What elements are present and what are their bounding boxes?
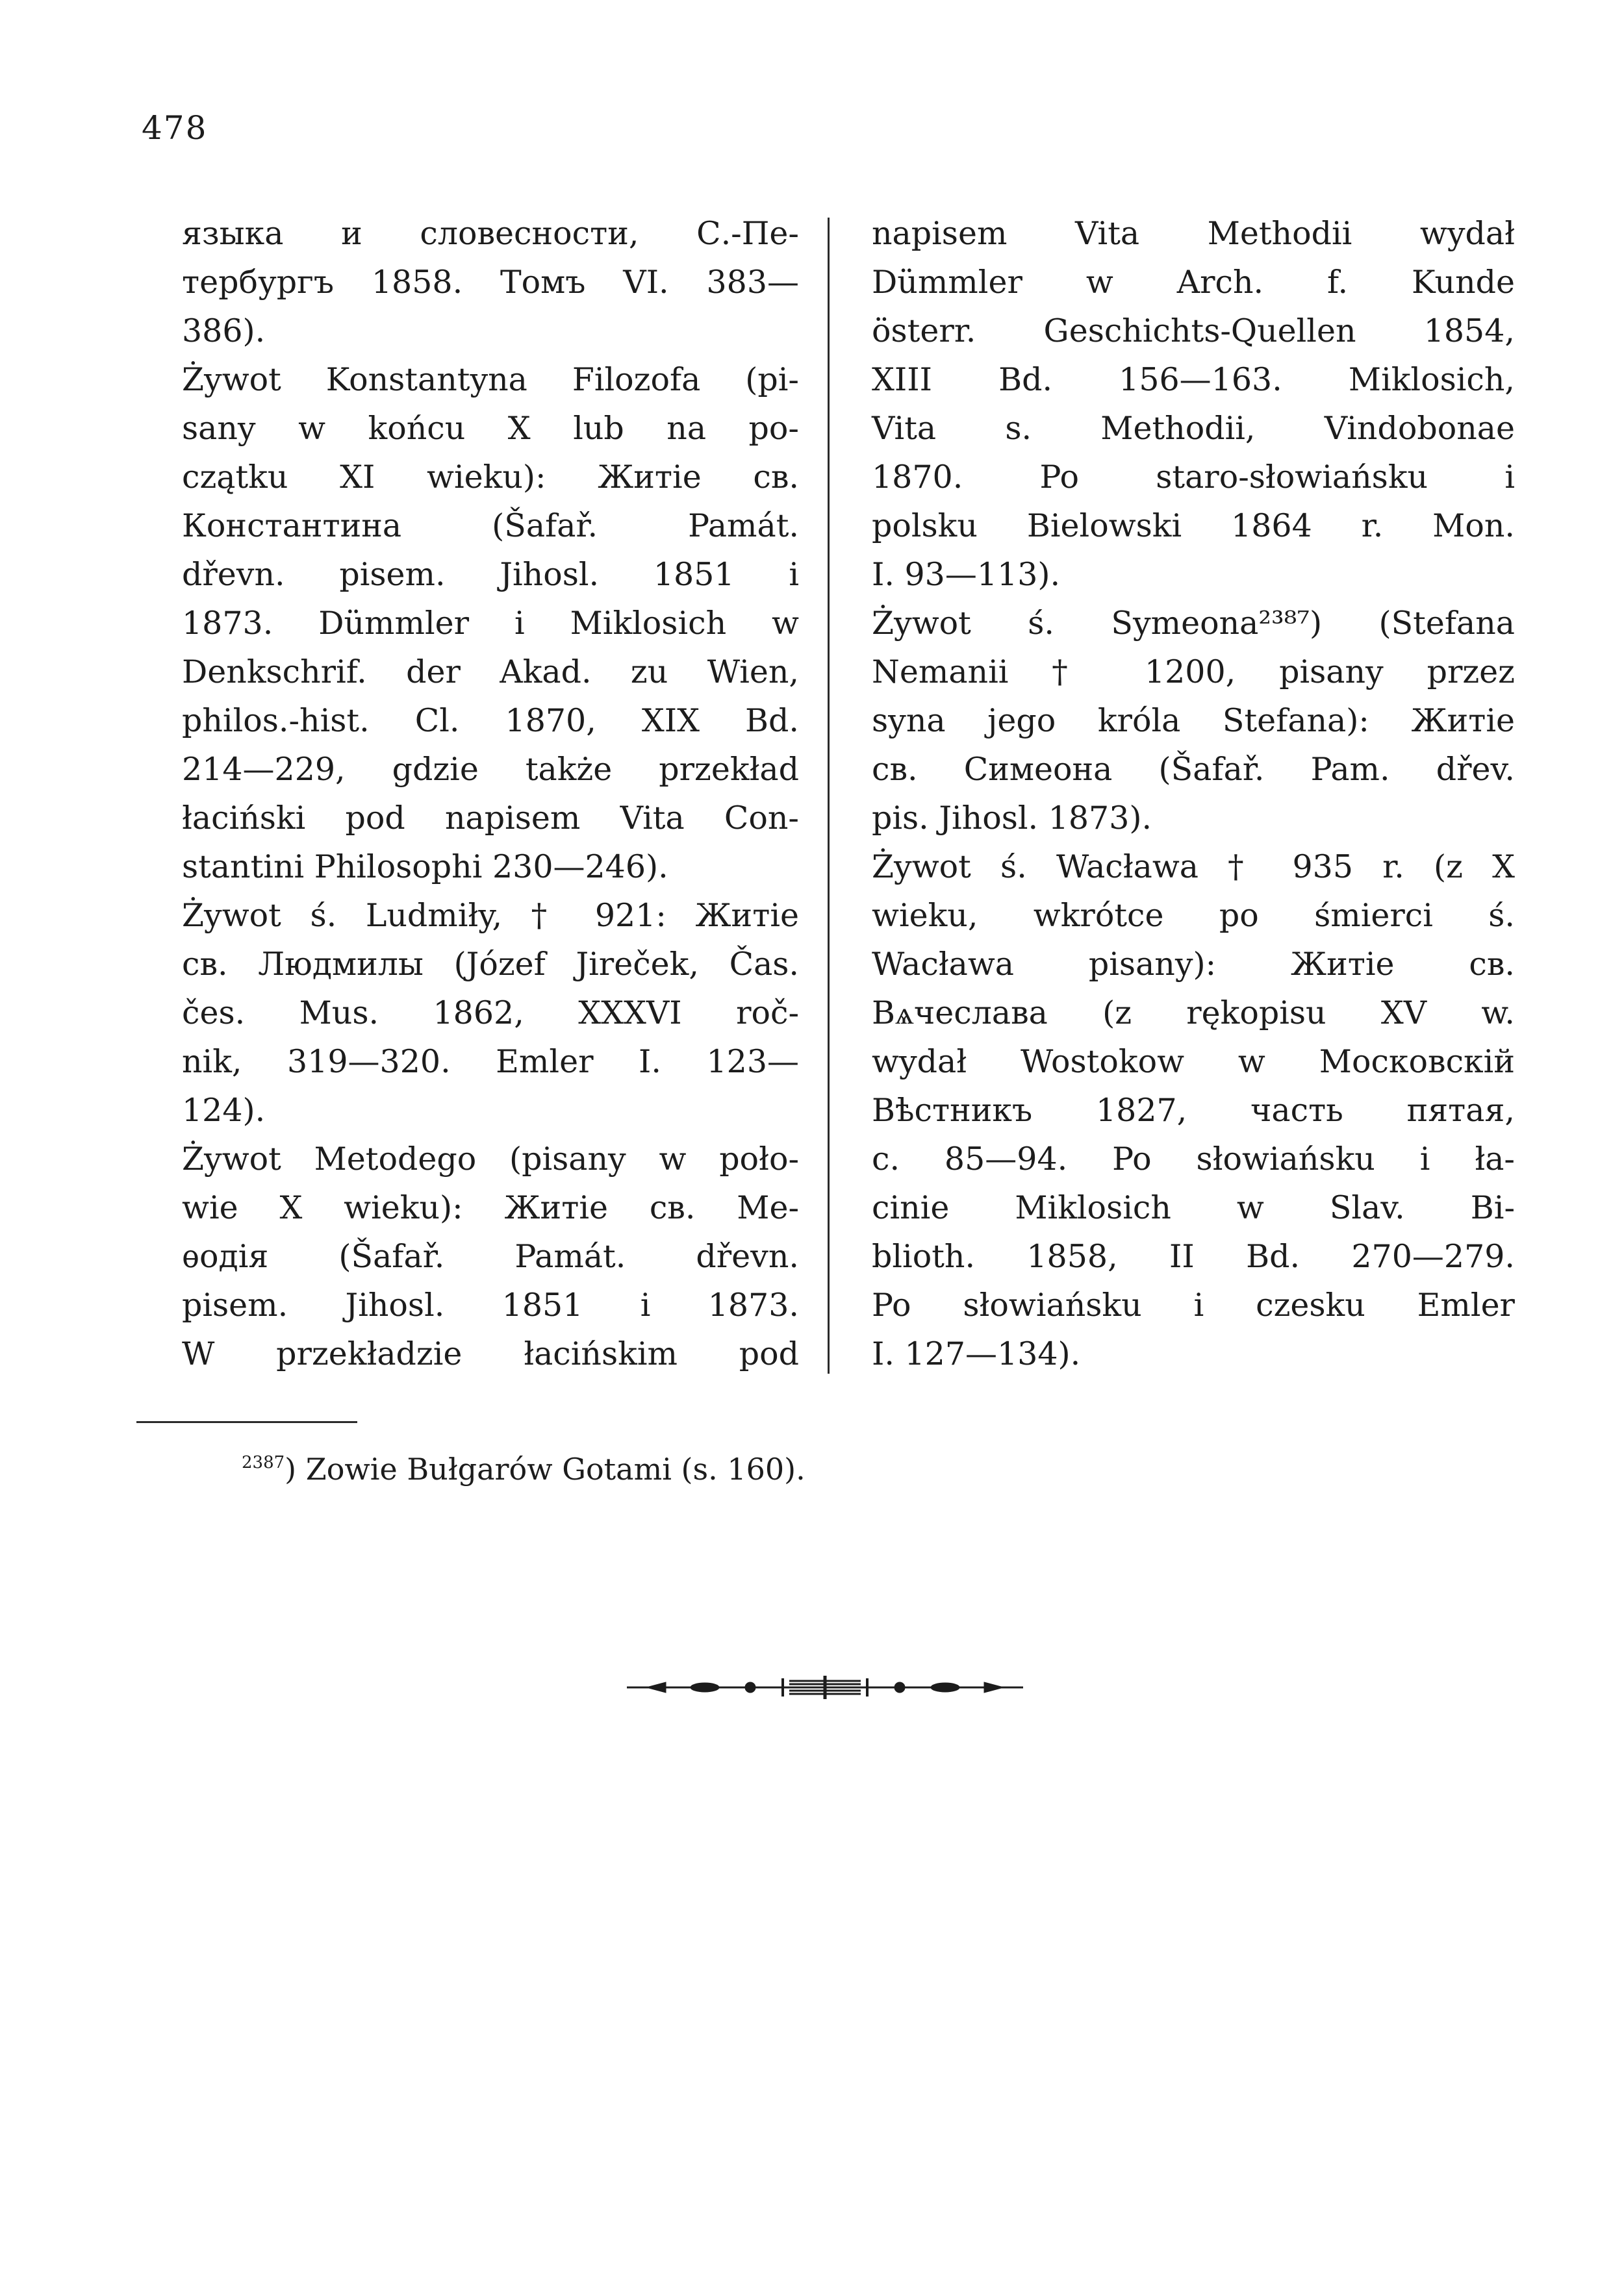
page-number: 478 [142,109,208,147]
text-line: blioth. 1858, II Bd. 270—279. [872,1238,1515,1275]
text-line: 1873. Dümmler i Miklosich w [182,605,799,642]
text-line: Denkschrif. der Akad. zu Wien, [182,653,799,690]
text-line: Żywot ś. Symeona²³⁸⁷) (Stefana [872,605,1515,642]
text-line: Vita s. Methodii, Vindobonae [872,410,1515,447]
text-line: philos.-hist. Cl. 1870, XIX Bd. [182,702,799,739]
text-line: pisem. Jihosl. 1851 i 1873. [182,1287,799,1324]
text-line: Po słowiańsku i czesku Emler [872,1287,1515,1324]
text-line: I. 127—134). [872,1335,1081,1372]
right-column [872,209,1515,1378]
ornament-divider [620,1668,1030,1707]
text-line: polsku Bielowski 1864 r. Mon. [872,507,1515,544]
text-line: sany w końcu X lub na po- [182,410,799,447]
text-line: pis. Jihosl. 1873). [872,800,1152,837]
text-line: Nemanii † 1200, pisany przez [872,653,1515,690]
text-line: W przekładzie łacińskim pod [182,1335,799,1372]
footnote-rule [136,1421,357,1423]
text-line: языка и словесности, С.-Пе- [182,215,799,252]
text-line: czątku XI wieku): Житiе св. [182,459,799,496]
text-line: čes. Mus. 1862, XXXVI roč- [182,994,799,1031]
text-line: łaciński pod napisem Vita Con- [182,800,799,837]
text-line: 214—229, gdzie także przekład [182,751,799,788]
text-line: Żywot Konstantyna Filozofa (pi- [182,361,799,398]
text-line: Константина (Šafař. Památ. [182,507,799,544]
text-line: Wacława pisany): Житiе св. [872,946,1515,983]
text-line: stantini Philosophi 230—246). [182,848,668,885]
text-line: nik, 319—320. Emler I. 123— [182,1043,799,1080]
footnote [242,1443,806,1489]
footnote-text: ) Zowie Bułgarów Gotami (s. 160). [285,1452,806,1487]
text-line: св. Симеона (Šafař. Pam. dřev. [872,751,1515,788]
text-line: Żywot Metodego (pisany w poło- [182,1141,799,1178]
text-line: 124). [182,1092,266,1129]
text-line: 386). [182,312,266,349]
text-line: I. 93—113). [872,556,1061,593]
text-line: österr. Geschichts-Quellen 1854, [872,312,1515,349]
text-line: Żywot ś. Ludmiły, † 921: Житiе [182,897,799,934]
text-line: dřevn. pisem. Jihosl. 1851 i [182,556,799,593]
text-line: 1870. Po staro-słowiańsku i [872,459,1515,496]
text-line: Вѣстникъ 1827, часть пятая, [872,1092,1515,1129]
column-divider [828,218,830,1374]
footnote-marker: 2387 [242,1453,285,1472]
text-line: св. Людмилы (Józef Jireček, Čas. [182,946,799,983]
text-line: Żywot ś. Wacława † 935 r. (z X [872,848,1515,885]
text-line: XIII Bd. 156—163. Miklosich, [872,361,1515,398]
text-line: ѳодiя (Šafař. Památ. dřevn. [182,1238,799,1275]
text-line: wieku, wkrótce po śmierci ś. [872,897,1515,934]
left-column [182,209,799,1378]
text-line: wydał Wostokow w Московскiй [872,1043,1515,1080]
text-line: Dümmler w Arch. f. Kunde [872,264,1515,301]
text-line: napisem Vita Methodii wydał [872,215,1515,252]
text-line: тербургъ 1858. Томъ VI. 383— [182,264,799,301]
text-line: syna jego króla Stefana): Житiе [872,702,1515,739]
text-line: Вѧчеслава (z rękopisu XV w. [872,994,1515,1031]
text-line: cinie Miklosich w Slav. Bi- [872,1189,1515,1226]
text-line: с. 85—94. Po słowiańsku i ła- [872,1141,1515,1178]
text-line: wie X wieku): Житiе св. Ме- [182,1189,799,1226]
